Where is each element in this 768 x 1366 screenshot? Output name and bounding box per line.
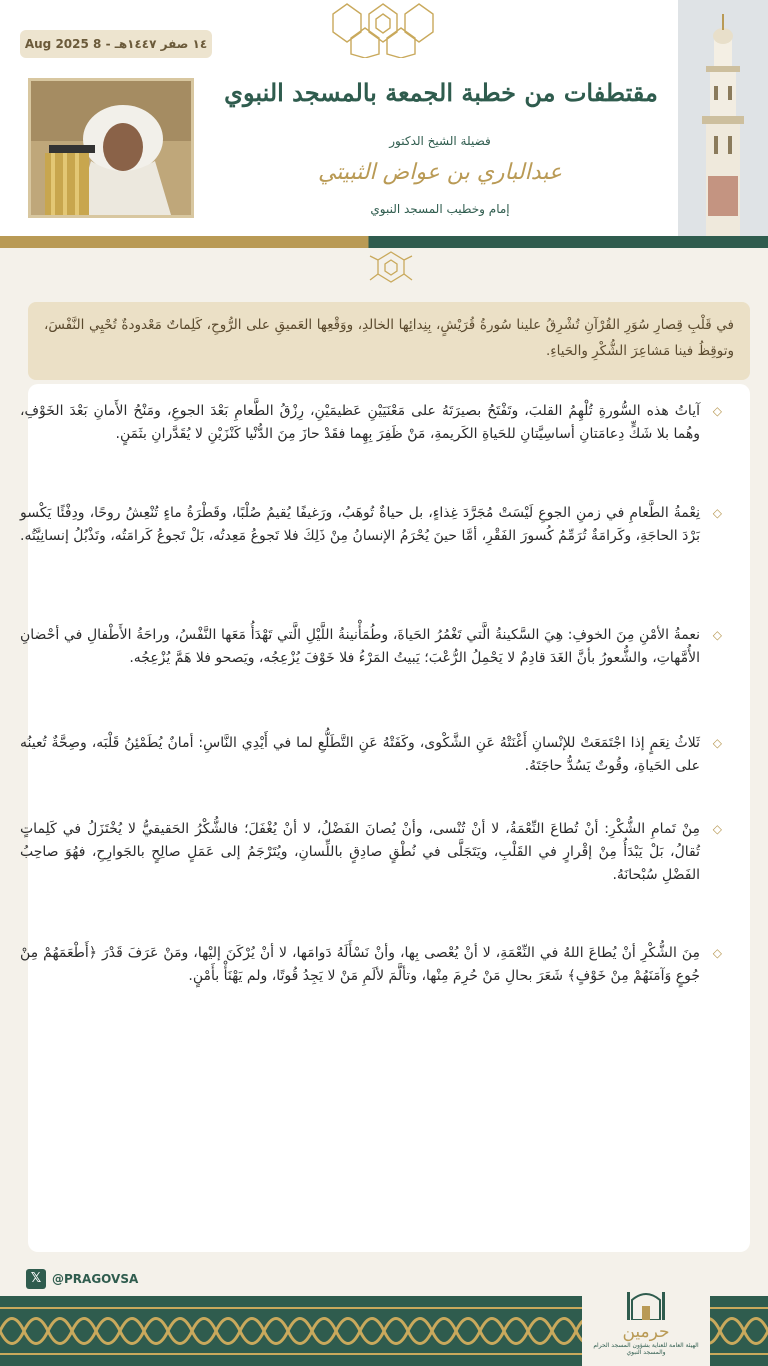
handle-text: @PRAGOVSA [52, 1272, 139, 1286]
diamond-bullet-icon: ◇ [712, 628, 722, 642]
geometric-ornament-icon [360, 246, 422, 290]
diamond-bullet-icon: ◇ [712, 506, 722, 520]
diamond-bullet-icon: ◇ [712, 736, 722, 750]
mosque-logo-icon [626, 1286, 666, 1320]
diamond-bullet-icon: ◇ [712, 946, 722, 960]
intro-text: في قَلْبِ قِصارِ سُوَرِ القُرْآنِ تُشْرِقُ علينا سُورةُ قُرَيْشٍ، بِنِدائِها الخالدِ، ووَقْعِها العَميقِ على الرُّوحِ، كَلِماتٌ مَعْدودةٌ تُحْيِي النَّفْسَ، وتوقِظُ فينا مَشاعِرَ الشُّكْرِ والحَياءِ. [28, 302, 750, 380]
logo-text: حرمين [622, 1322, 670, 1342]
sheikh-role: إمام وخطيب المسجد النبوي [370, 202, 510, 216]
haramain-logo [582, 1276, 710, 1366]
sheikh-name: عبدالباري بن عواض الثبيتي [317, 160, 563, 185]
page-title: مقتطفات من خطبة الجمعة بالمسجد النبوي [224, 78, 658, 107]
list-item-text: مِنَ الشُّكْرِ أنْ يُطاعَ اللهُ في النِّعْمَةِ، لا أنْ يُعْصى بِها، وأنْ نَسْأَلَهُ دَوامَها، لا أنْ يُرْكَنَ إليْها، ومَنْ عَرَفَ قَدْرَ ﴿أَطْعَمَهُمْ مِنْ جُوعٍ وَآمَنَهُمْ مِنْ خَوْفٍ﴾ شَعَرَ بحالِ مَنْ حُرِمَ مِنْها، وتألَّمَ لألَمِ مَنْ لا يَجِدُ قُوتًا، ولم يَهْنَأْ بأَمْنٍ. [20, 945, 700, 984]
list-item-text: نعمةُ الأمْنِ مِنَ الخوفِ: هِيَ السَّكينةُ الَّتي تَغْمُرُ الحَياةَ، وطُمَأْنينةُ اللَّيْلِ الَّتي تَهْدَأُ مَعَها النَّفْسُ، وراحَةُ الأَطْفالِ في أحْضانِ الأُمَّهاتِ، والشُّعورُ بأنَّ الغَدَ قادِمٌ لا يَحْمِلُ الرُّعْبَ؛ يَبيتُ المَرْءُ فلا خَوْفَ يُزْعِجُه، ويَصحو فلا هَمَّ يُزْعِجُه. [20, 627, 700, 666]
minaret-image [678, 0, 768, 236]
date-badge: ١٤ صفر ١٤٤٧هـ - 8 Aug 2025 [20, 30, 212, 58]
list-item [20, 400, 724, 446]
sheikh-title: فضيلة الشيخ الدكتور [389, 134, 491, 148]
diamond-bullet-icon: ◇ [712, 404, 722, 418]
list-item [20, 624, 724, 670]
list-item [20, 732, 724, 778]
list-item-text: مِنْ تَمامِ الشُّكْرِ: أنْ تُطاعَ النِّعْمَةُ، لا أنْ تُنْسى، وأنْ يُصانَ الفَضْلُ، لا أنْ يُغْفَلَ؛ فالشُّكْرُ الحَقيقيُّ لا يُخْتَزَلُ في كَلِماتٍ تُقالُ، بَلْ يَبْدَأُ مِنْ إقْرارٍ في القَلْبِ، ويَتَجَلَّى في نُطْقٍ صادِقٍ باللِّسانِ، ويُتَرْجَمُ إلى عَمَلٍ صالِحٍ بالجَوارِحِ، فهُوَ صاحِبُ الفَضْلِ سُبْحانَهُ. [20, 821, 700, 883]
x-logo-icon: 𝕏 [26, 1269, 46, 1289]
list-item [20, 942, 724, 988]
social-handle[interactable] [26, 1268, 138, 1290]
geometric-ornament-icon [327, 0, 439, 58]
sheikh-photo [28, 78, 194, 218]
list-item [20, 818, 724, 887]
list-item [20, 502, 724, 548]
diamond-bullet-icon: ◇ [712, 822, 722, 836]
logo-subtitle: الهيئة العامة للعناية بشؤون المسجد الحرام والمسجد النبوي [593, 1342, 699, 1356]
portrait-image [31, 81, 191, 215]
list-item-text: آياتُ هذه السُّورةِ تُلْهِمُ القلبَ، وتَفْتَحُ بصيرَتَهُ على مَعْنَيَيْنِ عَظيمَيْنِ، رِزْقُ الطَّعامِ بَعْدَ الجوعِ، ومَنْحُ الأَمانِ بَعْدَ الخَوْفِ، وهُما بلا شَكٍّ دِعامَتانِ أساسِيَّتانِ للحَياةِ الكَريمةِ، مَنْ ظَفِرَ بِهِما فقَدْ حازَ مِنَ الدُّنْيا كَنْزَيْنِ لا يُقَدَّرانِ بثَمَنٍ. [20, 403, 700, 442]
header [0, 0, 768, 236]
list-item-text: نِعْمةُ الطَّعامِ في زمنِ الجوعِ لَيْسَتْ مُجَرَّدَ غِذاءٍ، بل حياةٌ تُوهَبُ، ورَغيفًا يُقيمُ صُلْبًا، وقَطْرَةُ ماءٍ تُنْعِشُ روحًا، ودِفْئًا يَكْسو بَرْدَ الحاجَةِ، وكَرامَةٌ تُرَمِّمُ كُسورَ الفَقْرِ، أمَّا حينَ يُحْرَمُ الإنسانُ مِنْ ذَلِكَ فلا تَجوعُ مَعِدتُه، بَلْ تَجوعُ كَرامَتُه، وتَذْبُلُ إنسانِيَّتُه. [20, 505, 700, 544]
list-item-text: ثَلاثُ نِعَمٍ إذا اجْتَمَعَتْ للإنْسانِ أَغْنَتْهُ عَنِ الشَّكْوى، وكَفَتْهُ عَنِ التَّطَلُّعِ لما في أَيْدِي النَّاسِ: أمانٌ يُطَمْئِنُ قَلْبَه، وصِحَّةٌ تُعينُه على الحَياةِ، وقُوتٌ يَسُدُّ حاجَتَهُ. [20, 735, 700, 774]
